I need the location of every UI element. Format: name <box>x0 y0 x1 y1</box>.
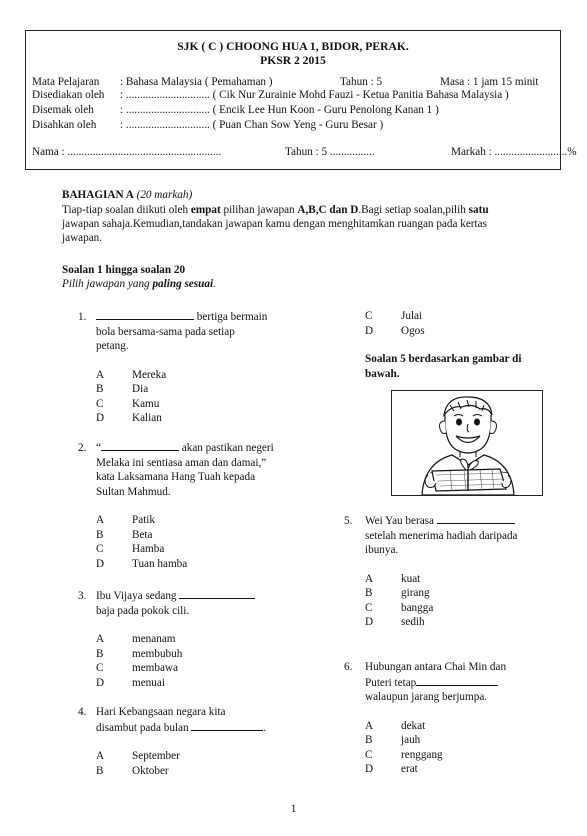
option-b[interactable]: B Oktober <box>96 764 169 777</box>
option-a[interactable]: A dekat <box>365 719 426 732</box>
question-range-heading: Soalan 1 hingga soalan 20 <box>62 264 186 276</box>
question-6: 6. Hubungan antara Chai Min dan Puteri tetap walaupun jarang berjumpa. A dekat B jauh C renggang D erat <box>344 661 507 775</box>
page-number: 1 <box>290 803 297 815</box>
option-d[interactable]: D erat <box>365 763 418 775</box>
option-a[interactable]: A Mereka <box>96 368 167 381</box>
duration-value: Masa : 1 jam 15 minit <box>440 76 539 88</box>
approved-by-value: : .............................. ( Puan Chan Sow Yeng - Guru Besar ) <box>120 119 384 131</box>
option-c[interactable]: C Julai <box>365 310 423 322</box>
option-a[interactable]: A September <box>96 750 180 762</box>
question-1: 1. bertiga bermain bola bersama-sama pada setiap petang. A Mereka B Dia C Kamu D Kalian <box>78 311 268 424</box>
option-b[interactable]: B Beta <box>96 528 153 541</box>
option-d[interactable]: D Kalian <box>96 412 162 424</box>
instruction-line-3: jawapan. <box>62 232 103 244</box>
question-range-instruction: Pilih jawapan yang paling sesuai. <box>62 278 216 290</box>
section-marks: (20 markah) <box>136 189 193 201</box>
question-3: 3. Ibu Vijaya sedang baja pada pokok cili. A menanam B membubuh C membawa D menuai <box>78 588 255 690</box>
option-a[interactable]: A menanam <box>96 633 176 645</box>
exam-title: PKSR 2 2015 <box>260 54 326 67</box>
option-d[interactable]: D Ogos <box>365 324 425 337</box>
subject-label: Mata Pelajaran <box>32 76 100 88</box>
option-c[interactable]: C Kamu <box>96 397 160 410</box>
option-b[interactable]: B jauh <box>365 734 421 746</box>
prepared-by-label: Disediakan oleh <box>32 89 105 101</box>
approved-by-label: Disahkan oleh <box>32 119 97 131</box>
option-d[interactable]: D Tuan hamba <box>96 557 188 570</box>
option-a[interactable]: A kuat <box>365 572 421 585</box>
exam-header-box <box>25 30 577 170</box>
checked-by-value: : .............................. ( Encik Lee Hun Koon - Guru Penolong Kanan 1 ) <box>120 104 439 116</box>
question-4-continued-options <box>365 309 425 338</box>
instruction-line-2: jawapan sahaja.Kemudian,tandakan jawapan kamu dengan menghitamkan ruangan pada kertas <box>62 218 487 230</box>
option-d[interactable]: D menuai <box>96 676 165 689</box>
checked-by-label: Disemak oleh <box>32 104 94 116</box>
question-4: 4. Hari Kebangsaan negara kita disambut pada bulan . A September B Oktober <box>78 706 267 777</box>
section-title: BAHAGIAN A <box>62 189 134 201</box>
school-name: SJK ( C ) CHOONG HUA 1, BIDOR, PERAK. <box>177 40 409 53</box>
option-c[interactable]: C bangga <box>365 601 434 614</box>
option-a[interactable]: A Patik <box>96 514 155 526</box>
option-c[interactable]: C renggang <box>365 748 443 761</box>
option-d[interactable]: D sedih <box>365 616 425 628</box>
section-heading <box>62 189 192 202</box>
name-field: Nama : ....................................................... <box>32 146 222 158</box>
subject-value: : Bahasa Malaysia ( Pemahaman ) <box>120 76 273 88</box>
year-field: Tahun : 5 ................ <box>285 146 375 158</box>
option-b[interactable]: B girang <box>365 587 430 599</box>
option-c[interactable]: C membawa <box>96 662 178 674</box>
picture-frame <box>391 390 543 496</box>
instruction-line-1: Tiap-tiap soalan diikuti oleh empat pilihan jawapan A,B,C dan D.Bagi setiap soalan,pilih satu <box>62 204 489 216</box>
option-b[interactable]: B membubuh <box>96 647 183 660</box>
question-5: 5. Wei Yau berasa setelah menerima hadiah daripada ibunya. A kuat B girang C bangga D sedih <box>344 515 518 628</box>
boy-holding-gift-icon <box>392 391 542 495</box>
marks-field: Markah : ..........................% <box>451 146 577 158</box>
option-b[interactable]: B Dia <box>96 383 149 395</box>
year-value: Tahun : 5 <box>340 76 383 88</box>
question-5-picture-note: Soalan 5 berdasarkan gambar di bawah. <box>365 353 522 380</box>
question-2: 2. “ akan pastikan negeri Melaka ini sentiasa aman dan damai,” kata Laksamana Hang Tuah kepada Sultan Mahmud. A Patik B Beta C Hamba D Tuan hamba <box>78 442 274 570</box>
prepared-by-value: : .............................. ( Cik Nur Zurainie Mohd Fauzi - Ketua Panitia Bahasa Malaysia ) <box>120 89 509 101</box>
option-c[interactable]: C Hamba <box>96 543 165 555</box>
